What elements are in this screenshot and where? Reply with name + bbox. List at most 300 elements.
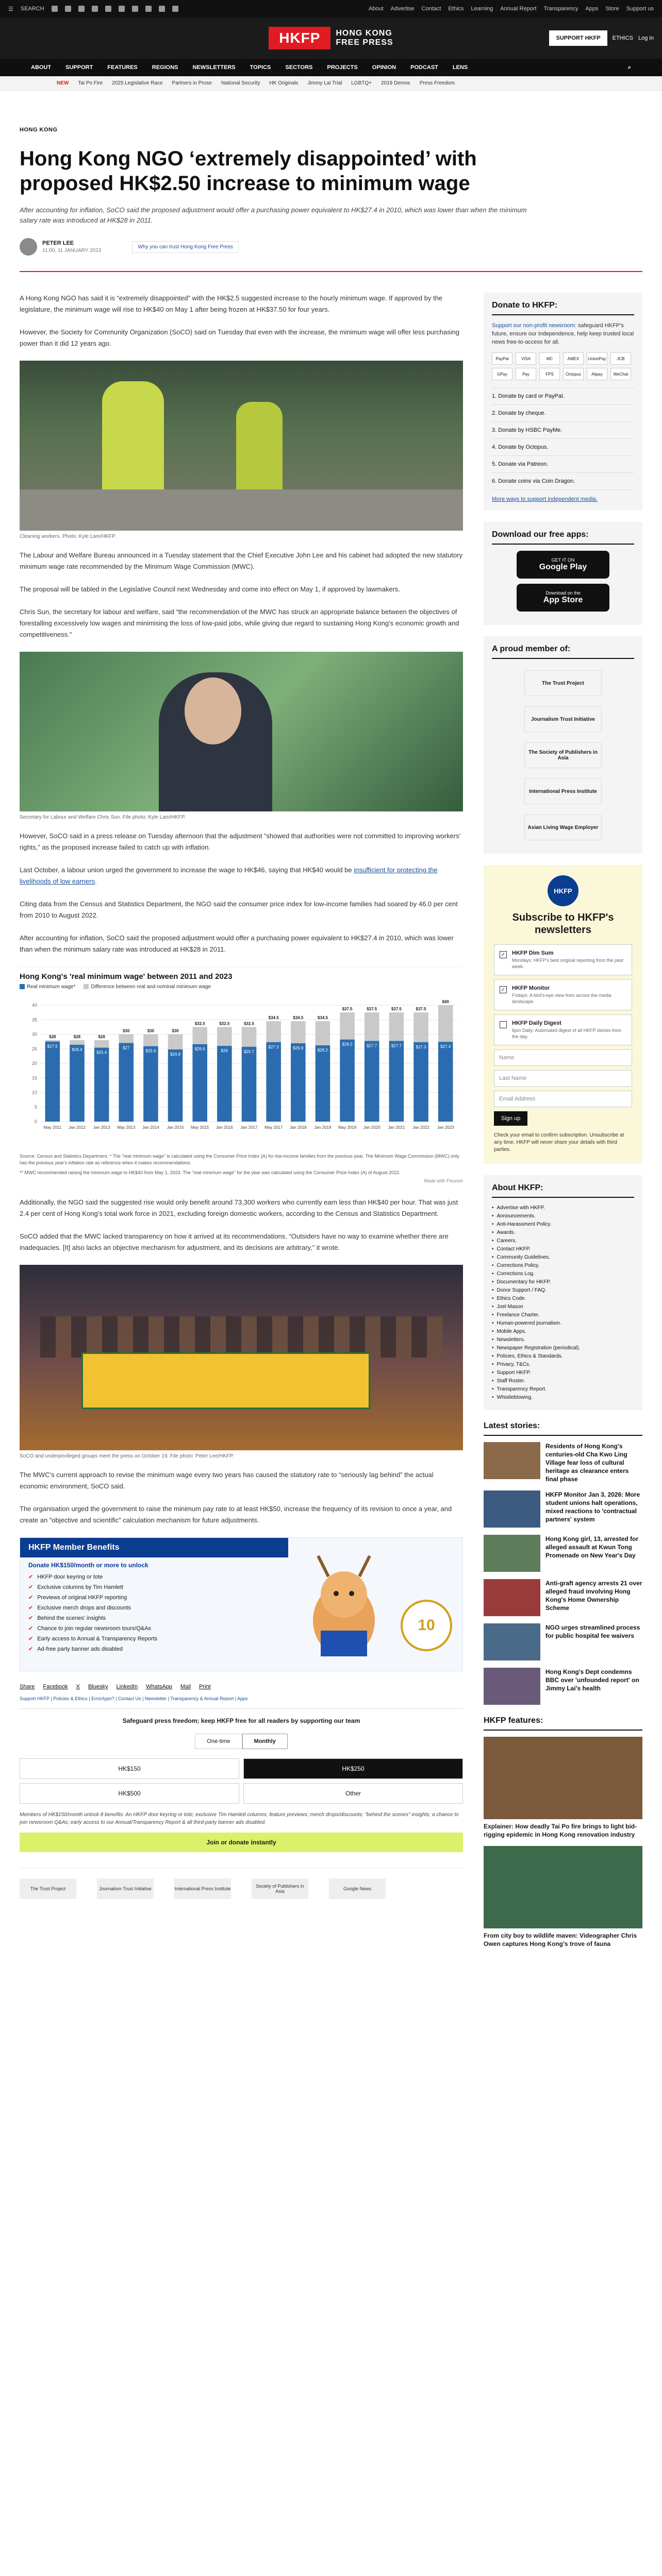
feature-story[interactable]	[484, 1737, 642, 1839]
instagram-icon[interactable]	[78, 6, 85, 12]
bar-real-label: $27.7	[367, 1043, 377, 1048]
app-store-label: App Store	[543, 596, 583, 604]
x-tick-label: May 2013	[117, 1125, 136, 1130]
paragraph: However, SoCO said in a press release on Tuesday afternoon that the adjustment “showed that authorities were not committed to improving workers’ rights,” as the proposed increase failed to catch up with inflation.	[20, 832, 461, 851]
topbar-link-ethics[interactable]: Ethics	[448, 6, 464, 12]
x-tick-label: Jan 2013	[93, 1125, 110, 1130]
share-x[interactable]: X	[76, 1684, 80, 1690]
subnav-item-lgbtq[interactable]: LGBTQ+	[351, 80, 372, 86]
trust-link[interactable]: Why you can trust Hong Kong Free Press	[132, 241, 239, 253]
payment-icons	[492, 352, 634, 380]
latest-story[interactable]	[484, 1442, 642, 1483]
legend-real	[20, 984, 75, 990]
story-thumbnail[interactable]	[484, 1623, 540, 1660]
feature-title[interactable]: Explainer: How deadly Tai Po fire brings to light bid-rigging epidemic in Hong Kong renovation industry	[484, 1823, 637, 1838]
topbar-link-advertise[interactable]: Advertise	[390, 6, 415, 12]
x-tick-label: Jan 2012	[69, 1125, 86, 1130]
newsletter-desc: Fridays: A bird's-eye view from across the media landscape.	[512, 993, 611, 1004]
member-org-logo[interactable]: Asian Living Wage Employer	[524, 815, 602, 840]
feature-thumbnail[interactable]	[484, 1846, 642, 1928]
name-input[interactable]: Name	[494, 1049, 632, 1066]
about-link[interactable]: • Contact HKFP.	[492, 1245, 634, 1253]
bar-nominal-label: $34.5	[268, 1015, 279, 1021]
donate-method[interactable]: 6. Donate coins via Coin Dragon.	[492, 473, 634, 490]
bar-real-label: $28.2	[342, 1042, 353, 1047]
member-org-logo[interactable]: International Press Institute	[524, 778, 602, 804]
paragraph: A Hong Kong NGO has said it is “extremely disappointed” with the HK$2.5 suggested increase to the hourly minimum wage. If approved by the legislature, the minimum wage will rise to HK$40 on May 1 after being frozen at HK$37.50 for four years.	[20, 294, 443, 313]
chart-svg	[20, 993, 463, 1147]
story-thumbnail[interactable]	[484, 1535, 540, 1572]
author-avatar[interactable]	[20, 238, 37, 256]
article-footer-links[interactable]: Support HKFP | Policies & Ethics | Error/typo? | Contact Us | Newsletter | Transparency & Annual Report | Apps	[20, 1696, 248, 1701]
email-input[interactable]: Email Address	[494, 1091, 632, 1107]
minimum-wage-chart	[20, 967, 463, 1183]
latest-story[interactable]	[484, 1579, 642, 1616]
x-tick-label: Jan 2019	[314, 1125, 332, 1130]
newsletter-signup	[484, 865, 642, 1164]
share-facebook[interactable]: Facebook	[43, 1684, 68, 1690]
feature-title[interactable]: From city boy to wildlife maven: Videographer Chris Owen captures Hong Kong's trove of fauna	[484, 1932, 637, 1947]
member-benefit-note: Members of HK$150/month unlock 8 benefits: An HKFP door keyring or tote; exclusive Tim Hamlett columns; feature previews; merch drops/discounts; "behind the scenes" insights; a chance to join newsroom Q&As; early access to our Annual/Transparency Report & all third-party banner ads disabled.	[20, 1812, 459, 1825]
y-tick-label: 40	[31, 1003, 37, 1008]
about-link[interactable]: • Transparency Report.	[492, 1385, 634, 1394]
bar-nominal-label: $40	[442, 999, 449, 1004]
partner-logo[interactable]: Google News	[329, 1878, 386, 1899]
newsletter-checkbox[interactable]	[500, 1021, 507, 1028]
y-tick-label: 5	[34, 1104, 37, 1110]
donate-title: Donate to HKFP:	[492, 301, 634, 315]
publish-date: 11:00, 11 JANUARY 2023	[42, 248, 102, 253]
about-link[interactable]: • Privacy, T&Cs.	[492, 1361, 634, 1369]
newsletter-option[interactable]	[494, 1014, 632, 1045]
x-tick-label: Jan 2014	[142, 1125, 159, 1130]
nav-item-newsletters[interactable]: NEWSLETTERS	[192, 64, 236, 71]
about-link[interactable]: • Whistleblowing.	[492, 1394, 634, 1402]
newsletter-title: Subscribe to HKFP's newsletters	[512, 912, 614, 936]
chart-title: Hong Kong's 'real minimum wage' between 2011 and 2023	[20, 972, 233, 981]
search-link[interactable]: SEARCH	[20, 6, 44, 12]
about-link[interactable]: • Mobile Apps.	[492, 1328, 634, 1336]
topbar-link-support-us[interactable]: Support us	[626, 6, 654, 12]
paragraph: Additionally, the NGO said the suggested rise would only benefit around 73,300 workers who currently earn less than HK$40 per hour. That was just 2.4 per cent of Hong Kong’s total work force in 2021, excluding foreign domestic workers, according to the Census and Statistics Department.	[20, 1198, 458, 1217]
chart-legend	[20, 984, 463, 990]
paragraph: The proposal will be tabled in the Legislative Council next Wednesday and come into effect on May 1, if approved by lawmakers.	[20, 585, 401, 593]
newsletter-note: Check your email to confirm subscription. Unsubscribe at any time. HKFP will never share your details with third parties.	[494, 1132, 624, 1153]
legend-diff-label: Difference between real and nominal minimum wage	[91, 984, 211, 990]
site-header	[0, 18, 662, 59]
story-title[interactable]: Anti-graft agency arrests 21 over alleged fraud involving Hong Kong's Home Ownership Scheme	[545, 1580, 642, 1612]
bar-nominal-label: $34.5	[317, 1015, 328, 1021]
signup-button[interactable]: Sign up	[494, 1111, 527, 1126]
subnav-item-jimmy-lai-trial[interactable]: Jimmy Lai Trial	[307, 80, 342, 86]
bar-difference	[217, 1027, 232, 1046]
logo-line1: HONG KONG	[336, 29, 392, 38]
story-thumbnail[interactable]	[484, 1490, 540, 1528]
member-org-logo[interactable]: Journalism Trust Initiative	[524, 706, 602, 732]
about-link[interactable]: • Newsletters.	[492, 1336, 634, 1344]
feature-story[interactable]	[484, 1846, 642, 1948]
amount-option[interactable]: HK$150	[20, 1758, 239, 1779]
amount-options	[20, 1758, 463, 1804]
nav-item-opinion[interactable]: OPINION	[372, 64, 396, 71]
bar-real-wage	[192, 1044, 207, 1122]
bar-difference	[291, 1021, 306, 1043]
newsletter-option[interactable]	[494, 979, 632, 1010]
bar-real-wage	[242, 1047, 257, 1122]
member-org-logo[interactable]: The Trust Project	[524, 670, 602, 696]
benefit-item: ✔ HKFP door keyring or tote	[28, 1572, 454, 1582]
about-link[interactable]: • Support HKFP.	[492, 1369, 634, 1377]
newsletter-desc: Mondays: HKFP's best original reporting from the past week.	[512, 958, 623, 969]
story-title[interactable]: Residents of Hong Kong's centuries-old Cha Kwo Ling Village fear loss of cultural heritage as clearance enters final phase	[545, 1443, 629, 1483]
feature-thumbnail[interactable]	[484, 1737, 642, 1819]
bar-nominal-label: $37.5	[367, 1007, 377, 1012]
deer-mascot-icon	[292, 1553, 395, 1667]
about-link[interactable]: • Ethics Code.	[492, 1295, 634, 1303]
about-link[interactable]: • Human-powered journalism.	[492, 1319, 634, 1328]
newsletter-desc: 6pm Daily: Automated digest of all HKFP stories from the day.	[512, 1028, 621, 1039]
nav-item-features[interactable]: FEATURES	[107, 64, 138, 71]
bar-real-label: $26	[221, 1048, 228, 1054]
bar-nominal-label: $28	[49, 1034, 56, 1039]
bar-real-label: $24.8	[170, 1052, 181, 1057]
paragraph: Citing data from the Census and Statistics Department, the NGO said the consumer price index for low-income families had soared by 46.0 per cent from 2010 to August 2022.	[20, 900, 458, 919]
about-link[interactable]: • Advertise with HKFP.	[492, 1204, 634, 1212]
bar-difference	[242, 1027, 257, 1046]
main-nav	[0, 59, 662, 76]
amount-option[interactable]: HK$500	[20, 1783, 239, 1804]
bar-difference	[413, 1012, 428, 1042]
photo-caption: Cleaning workers. Photo: Kyle Lam/HKFP.	[20, 534, 117, 539]
topbar-link-about[interactable]: About	[368, 6, 384, 12]
donate-method[interactable]: 1. Donate by card or PayPal.	[492, 387, 634, 405]
nav-item-support[interactable]: SUPPORT	[65, 64, 93, 71]
donate-text-body: safeguard HKFP's future, ensure our independence, help keep trusted local news free-to-access for all.	[492, 323, 634, 345]
payment-icon-amex: AMEX	[563, 352, 584, 365]
subnav-item-tai-po-fire[interactable]: Tai Po Fire	[78, 80, 103, 86]
about-link[interactable]: • Donor Support / FAQ.	[492, 1286, 634, 1295]
donate-methods	[492, 387, 634, 490]
bar-real-label: $27.3	[268, 1044, 279, 1049]
payment-icon-fps: FPS	[539, 368, 560, 380]
latest-story[interactable]	[484, 1490, 642, 1528]
about-link[interactable]: • Policies, Ethics & Standards.	[492, 1352, 634, 1361]
subnav-item-press-freedom[interactable]: Press Freedom	[419, 80, 455, 86]
bar-real-label: $27	[123, 1045, 130, 1050]
amount-option-other[interactable]: Other	[243, 1783, 463, 1804]
bar-difference	[143, 1035, 158, 1046]
chart-note-2: ** MWC recommended raising the minimum wage to HK$40 from May 1, 2023. The "real minimum wage" for the year was calculated using the Consumer Price Index (A) of August 2022.	[20, 1170, 401, 1175]
about-link[interactable]: • Anti-Harassment Policy.	[492, 1221, 634, 1229]
x-tick-label: Jan 2017	[240, 1125, 258, 1130]
latest-story[interactable]	[484, 1535, 642, 1572]
subnav-item-2019-demos[interactable]: 2019 Demos	[380, 80, 410, 86]
newsletter-option[interactable]	[494, 944, 632, 975]
proud-member-card	[484, 636, 642, 854]
bar-nominal-label: $30	[147, 1028, 155, 1033]
bar-real-label: $25.7	[243, 1049, 255, 1054]
newsletter-name: HKFP Daily Digest	[512, 1020, 561, 1026]
payment-icon-paypal: PayPal	[492, 352, 512, 365]
photo-soco-press[interactable]	[20, 1265, 463, 1450]
payment-icon-gpay: GPay	[492, 368, 512, 380]
app-store-button[interactable]	[517, 584, 609, 612]
topbar-link-contact[interactable]: Contact	[421, 6, 441, 12]
y-tick-label: 10	[31, 1090, 37, 1095]
paragraph	[20, 865, 463, 887]
bar-nominal-label: $37.5	[416, 1007, 426, 1012]
donate-method[interactable]: 4. Donate by Octopus.	[492, 439, 634, 456]
bar-difference	[94, 1040, 109, 1048]
bar-difference	[340, 1012, 355, 1040]
about-link[interactable]: • Community Guidelines.	[492, 1253, 634, 1262]
story-thumbnail[interactable]	[484, 1579, 540, 1616]
paragraph: The organisation urged the government to raise the minimum pay rate to at least HK$50, increase the frequency of its revision to once a year, and create an “objective and scientific” calculation mechanism for future adjustments.	[20, 1505, 452, 1524]
bar-nominal-label: $32.5	[243, 1021, 255, 1026]
story-title[interactable]: Hong Kong's Dept condemns BBC over 'unfounded report' on Jimmy Lai's health	[545, 1668, 639, 1692]
partner-logo[interactable]: Society of Publishers in Asia	[252, 1878, 308, 1899]
share-bluesky[interactable]: Bluesky	[88, 1684, 108, 1690]
latest-story[interactable]	[484, 1623, 642, 1660]
last-name-input[interactable]: Last Name	[494, 1070, 632, 1087]
payment-icon-pay: Pay	[516, 368, 536, 380]
bar-nominal-label: $34.5	[293, 1015, 304, 1021]
about-link[interactable]: • Freelance Charter.	[492, 1311, 634, 1319]
google-play-label: Google Play	[539, 563, 587, 571]
donate-method[interactable]: 2. Donate by cheque.	[492, 405, 634, 422]
share-whatsapp[interactable]: WhatsApp	[146, 1684, 172, 1690]
ethics-link[interactable]: ETHICS	[612, 35, 634, 41]
bar-nominal-label: $30	[172, 1028, 179, 1033]
figure-cleaners	[20, 361, 463, 539]
x-tick-label: May 2017	[264, 1125, 283, 1130]
paragraph-end: .	[94, 877, 97, 885]
partner-logo[interactable]: International Press Institute	[174, 1878, 231, 1899]
payment-icon-wechat: WeChat	[610, 368, 631, 380]
site-logo[interactable]	[269, 27, 393, 49]
bar-real-wage	[340, 1040, 355, 1122]
share-share[interactable]: Share	[20, 1684, 35, 1690]
payment-icon-alipay: Alipay	[587, 368, 607, 380]
x-tick-label: May 2015	[191, 1125, 209, 1130]
donate-method[interactable]: 3. Donate by HSBC PayMe.	[492, 422, 634, 439]
x-tick-label: May 2019	[338, 1125, 357, 1130]
share-linkedin[interactable]: LinkedIn	[116, 1684, 138, 1690]
about-link[interactable]: • Staff Roster.	[492, 1377, 634, 1385]
donate-method[interactable]: 5. Donate via Patreon.	[492, 456, 634, 473]
donate-widget-title: Safeguard press freedom; keep HKFP free for all readers by supporting our team	[122, 1717, 360, 1724]
bar-real-wage	[94, 1047, 109, 1122]
mastodon-icon[interactable]	[159, 6, 165, 12]
x-tick-label: Jan 2018	[289, 1125, 307, 1130]
more-ways-link[interactable]: More ways to support independent media.	[492, 496, 598, 502]
newsletter-checkbox[interactable]: ✓	[500, 986, 507, 993]
topbar-link-annual-report[interactable]: Annual Report	[500, 6, 537, 12]
member-org-logo[interactable]: The Society of Publishers in Asia	[524, 742, 602, 768]
x-tick-label: Jan 2016	[216, 1125, 233, 1130]
chart-credit[interactable]: Made with Flourish	[424, 1178, 463, 1183]
about-link[interactable]: • Documentary for HKFP.	[492, 1278, 634, 1286]
photo-caption: Secretary for Labour and Welfare Chris Sun. File photo: Kyle Lam/HKFP.	[20, 815, 186, 820]
support-hkfp-button[interactable]: SUPPORT HKFP	[549, 30, 607, 46]
photo-cleaning-workers[interactable]	[20, 361, 463, 531]
share-mail[interactable]: Mail	[180, 1684, 191, 1690]
bar-real-wage	[438, 1042, 453, 1122]
paragraph-text: Last October, a labour union urged the government to increase the wage to HK$46, saying that HK$40 would be	[20, 866, 354, 874]
story-title[interactable]: NGO urges streamlined process for public hospital fee waivers	[545, 1624, 640, 1639]
paragraph: However, the Society for Community Organization (SoCO) said on Tuesday that even with the increase, the minimum wage will offer less purchasing power than it did 12 years ago.	[20, 328, 460, 347]
story-title[interactable]: HKFP Monitor Jan 3, 2026: More student unions halt operations, mixed reactions to 'contractual partners' system	[545, 1491, 640, 1523]
nonprofit-link[interactable]: Support our non-profit newsroom:	[492, 323, 576, 329]
login-link[interactable]: Log in	[638, 35, 654, 41]
donate-widget	[20, 1708, 463, 1852]
bar-difference	[168, 1035, 183, 1049]
donate-text	[492, 321, 634, 346]
app-store-small: Download on the	[545, 590, 581, 596]
features-block	[484, 1716, 642, 1948]
amount-option-selected[interactable]: HK$250	[243, 1758, 463, 1779]
bar-real-wage	[413, 1042, 428, 1122]
bar-real-label: $26.6	[194, 1046, 205, 1052]
freq-monthly[interactable]: Monthly	[242, 1734, 288, 1749]
tenth-anniversary-badge: 10	[401, 1600, 452, 1651]
benefit-item: ✔ Previews of original HKFP reporting	[28, 1592, 454, 1603]
article-category[interactable]: HONG KONG	[20, 127, 58, 133]
byline	[20, 238, 642, 256]
freq-one-time[interactable]: One-time	[195, 1734, 242, 1749]
legend-diff	[84, 984, 211, 990]
y-tick-label: 15	[31, 1075, 37, 1081]
x-icon[interactable]	[65, 6, 71, 12]
payment-icon-octopus: Octopus	[563, 368, 584, 380]
apps-card	[484, 522, 642, 625]
nav-item-sectors[interactable]: SECTORS	[285, 64, 313, 71]
google-play-small: GET IT ON	[551, 557, 575, 563]
photo-chris-sun[interactable]	[20, 652, 463, 811]
bar-real-wage	[389, 1041, 404, 1122]
y-tick-label: 30	[31, 1031, 37, 1037]
topbar-link-store[interactable]: Store	[605, 6, 619, 12]
benefit-item: ✔ Exclusive merch drops and discounts	[28, 1603, 454, 1613]
bluesky-icon[interactable]	[145, 6, 152, 12]
bar-difference	[389, 1012, 404, 1041]
bar-difference	[45, 1040, 60, 1042]
benefits-list	[20, 1572, 462, 1654]
benefit-item: ✔ Behind the scenes' insights	[28, 1613, 454, 1623]
newsletter-checkbox[interactable]: ✓	[500, 951, 507, 958]
about-link[interactable]: • Corrections Policy.	[492, 1262, 634, 1270]
bar-real-label: $26.4	[72, 1047, 82, 1052]
sub-nav	[0, 76, 662, 91]
nav-item-topics[interactable]: TOPICS	[250, 64, 271, 71]
nav-item-podcast[interactable]: PODCAST	[410, 64, 438, 71]
chart-note-1: Source: Census and Statistics Department. * The "real minimum wage" is calculated using the Consumer Price Index (A) for low-income families from the previous year. The Minimum Wage Commission (MWC) only has the previous year's inflation rate as reference when it makes recommendations.	[20, 1154, 459, 1165]
subnav-item-hk-originals[interactable]: HK Originals	[269, 80, 299, 86]
latest-title: Latest stories:	[484, 1421, 642, 1436]
article-body	[20, 293, 463, 1959]
proud-title: A proud member of:	[492, 645, 634, 659]
nav-item-regions[interactable]: REGIONS	[152, 64, 178, 71]
nav-item-about[interactable]: ABOUT	[31, 64, 52, 71]
bar-real-wage	[70, 1045, 85, 1122]
newsletter-name: HKFP Dim Sum	[512, 950, 554, 956]
story-title[interactable]: Hong Kong girl, 13, arrested for alleged assault at Kwun Tong Promenade on New Year's Day	[545, 1535, 639, 1559]
bar-real-wage	[45, 1042, 60, 1122]
telegram-icon[interactable]	[132, 6, 138, 12]
subnav-item-national-security[interactable]: National Security	[221, 80, 260, 86]
rss-icon[interactable]	[172, 6, 178, 12]
facebook-icon[interactable]	[52, 6, 58, 12]
about-link[interactable]: • Joel Mason	[492, 1303, 634, 1311]
member-benefits-banner[interactable]	[20, 1537, 463, 1671]
bar-nominal-label: $28	[98, 1034, 105, 1039]
nav-item-lens[interactable]: LENS	[452, 64, 468, 71]
y-tick-label: 35	[31, 1017, 37, 1023]
topbar-link-apps[interactable]: Apps	[585, 6, 599, 12]
bar-real-label: $27.3	[416, 1044, 426, 1049]
about-link[interactable]: • Newspaper Registration (periodical).	[492, 1344, 634, 1352]
payment-icon-visa: VISA	[516, 352, 536, 365]
bar-real-label: $26.9	[293, 1046, 304, 1051]
bar-real-label: $27.7	[391, 1043, 402, 1048]
payment-icon-unionpay: UnionPay	[587, 352, 607, 365]
partner-logo[interactable]: Journalism Trust Initiative	[97, 1878, 154, 1899]
partner-logo[interactable]: The Trust Project	[20, 1878, 76, 1899]
youtube-icon[interactable]	[92, 6, 98, 12]
about-link[interactable]: • Corrections Log.	[492, 1270, 634, 1278]
x-tick-label: Jan 2015	[167, 1125, 184, 1130]
author-name[interactable]: PETER LEE	[42, 240, 74, 246]
search-icon[interactable]: ⌕	[627, 64, 631, 71]
bar-real-label: $27.5	[47, 1044, 58, 1049]
payment-icon-jcb: JCB	[610, 352, 631, 365]
share-print[interactable]: Print	[199, 1684, 211, 1690]
features-title: HKFP features:	[484, 1716, 642, 1731]
about-link[interactable]: • Careers.	[492, 1237, 634, 1245]
share-bar	[20, 1684, 463, 1690]
nav-item-projects[interactable]: PROJECTS	[327, 64, 358, 71]
subnav-item-2025-legislative-race[interactable]: 2025 Legislative Race	[112, 80, 163, 86]
linkedin-icon[interactable]	[119, 6, 125, 12]
story-thumbnail[interactable]	[484, 1668, 540, 1705]
frequency-toggle	[20, 1734, 463, 1749]
bar-nominal-label: $30	[123, 1028, 130, 1033]
join-donate-button[interactable]: Join or donate instantly	[20, 1833, 463, 1852]
bar-difference	[192, 1027, 207, 1044]
article-title: Hong Kong NGO ‘extremely disappointed’ with proposed HK$2.50 increase to minimum wage	[20, 147, 477, 195]
menu-icon[interactable]: ☰	[8, 6, 13, 12]
bar-nominal-label: $28	[73, 1034, 81, 1039]
subnav-item-partners-in-prose[interactable]: Partners in Prose	[172, 80, 212, 86]
bar-difference	[266, 1021, 281, 1042]
legend-real-label: Real minimum wage*	[27, 984, 76, 990]
bar-real-wage	[168, 1049, 183, 1122]
about-link[interactable]: • Announcements.	[492, 1212, 634, 1221]
topbar-link-learning[interactable]: Learning	[471, 6, 493, 12]
paragraph: The Labour and Welfare Bureau announced in a Tuesday statement that the Chief Executive John Lee and his cabinet had adopted the new statutory minimum wage rate recommended by the Minimum Wage Commission (MWC).	[20, 551, 463, 570]
story-thumbnail[interactable]	[484, 1442, 540, 1479]
bar-nominal-label: $32.5	[219, 1021, 230, 1026]
google-play-button[interactable]	[517, 551, 609, 579]
threads-icon[interactable]	[105, 6, 111, 12]
paragraph: Chris Sun, the secretary for labour and welfare, said “the recommendation of the MWC has struck an appropriate balance between the objectives of forestalling excessively low wages and minimising the loss of low-paid jobs, while giving due regard to sustaining Hong Kong’s economic growth and competitiveness.”	[20, 608, 459, 638]
about-link[interactable]: • Awards.	[492, 1229, 634, 1237]
latest-story[interactable]	[484, 1668, 642, 1705]
bar-difference	[365, 1012, 379, 1041]
topbar-link-transparency[interactable]: Transparency	[543, 6, 578, 12]
inline-link-livelihoods[interactable]: insufficient for protecting the livelihoods of low earners	[20, 866, 438, 885]
bar-nominal-label: $37.5	[342, 1007, 353, 1012]
